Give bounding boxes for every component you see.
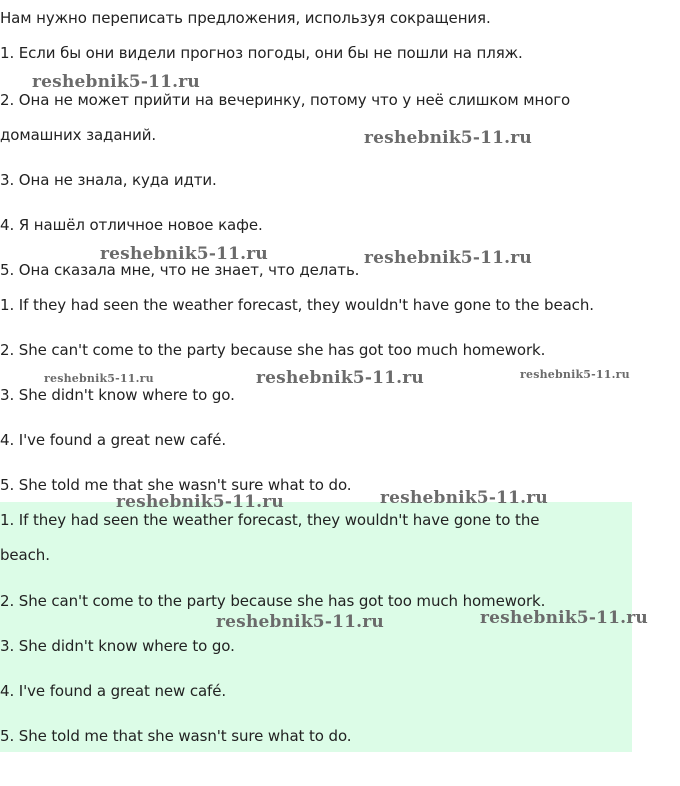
russian-sentence-3: 3. Она не знала, куда идти. bbox=[0, 171, 217, 189]
russian-sentence-5: 5. Она сказала мне, что не знает, что делать. bbox=[0, 261, 360, 279]
watermark-text: reshebnik5-11.ru bbox=[44, 372, 154, 385]
answer-sentence-3: 3. She didn't know where to go. bbox=[0, 637, 235, 655]
watermark-text: reshebnik5-11.ru bbox=[364, 128, 532, 148]
answer-sentence-5: 5. She told me that she wasn't sure what to do. bbox=[0, 727, 352, 745]
instruction-text: Нам нужно переписать предложения, используя сокращения. bbox=[0, 9, 491, 27]
english-sentence-1: 1. If they had seen the weather forecast, they wouldn't have gone to the beach. bbox=[0, 296, 594, 314]
watermark-text: reshebnik5-11.ru bbox=[380, 488, 548, 508]
russian-sentence-4: 4. Я нашёл отличное новое кафе. bbox=[0, 216, 263, 234]
answer-sentence-4: 4. I've found a great new café. bbox=[0, 682, 227, 700]
english-sentence-3: 3. She didn't know where to go. bbox=[0, 386, 235, 404]
watermark-text: reshebnik5-11.ru bbox=[116, 492, 284, 512]
russian-sentence-2: 2. Она не может прийти на вечеринку, потому что у неё слишком много bbox=[0, 91, 571, 109]
watermark-text: reshebnik5-11.ru bbox=[364, 248, 532, 268]
english-sentence-5: 5. She told me that she wasn't sure what to do. bbox=[0, 476, 352, 494]
answer-sentence-2: 2. She can't come to the party because she has got too much homework. bbox=[0, 592, 546, 610]
answer-sentence-1-continuation: beach. bbox=[0, 546, 50, 564]
watermark-text: reshebnik5-11.ru bbox=[520, 368, 630, 381]
watermark-text: reshebnik5-11.ru bbox=[256, 368, 424, 388]
watermark-text: reshebnik5-11.ru bbox=[32, 72, 200, 92]
watermark-text: reshebnik5-11.ru bbox=[216, 612, 384, 632]
watermark-text: reshebnik5-11.ru bbox=[100, 244, 268, 264]
watermark-text: reshebnik5-11.ru bbox=[480, 608, 648, 628]
russian-sentence-2-continuation: домашних заданий. bbox=[0, 126, 157, 144]
english-sentence-4: 4. I've found a great new café. bbox=[0, 431, 227, 449]
english-sentence-2: 2. She can't come to the party because she has got too much homework. bbox=[0, 341, 546, 359]
russian-sentence-1: 1. Если бы они видели прогноз погоды, они бы не пошли на пляж. bbox=[0, 44, 523, 62]
answer-sentence-1: 1. If they had seen the weather forecast, they wouldn't have gone to the bbox=[0, 511, 540, 529]
